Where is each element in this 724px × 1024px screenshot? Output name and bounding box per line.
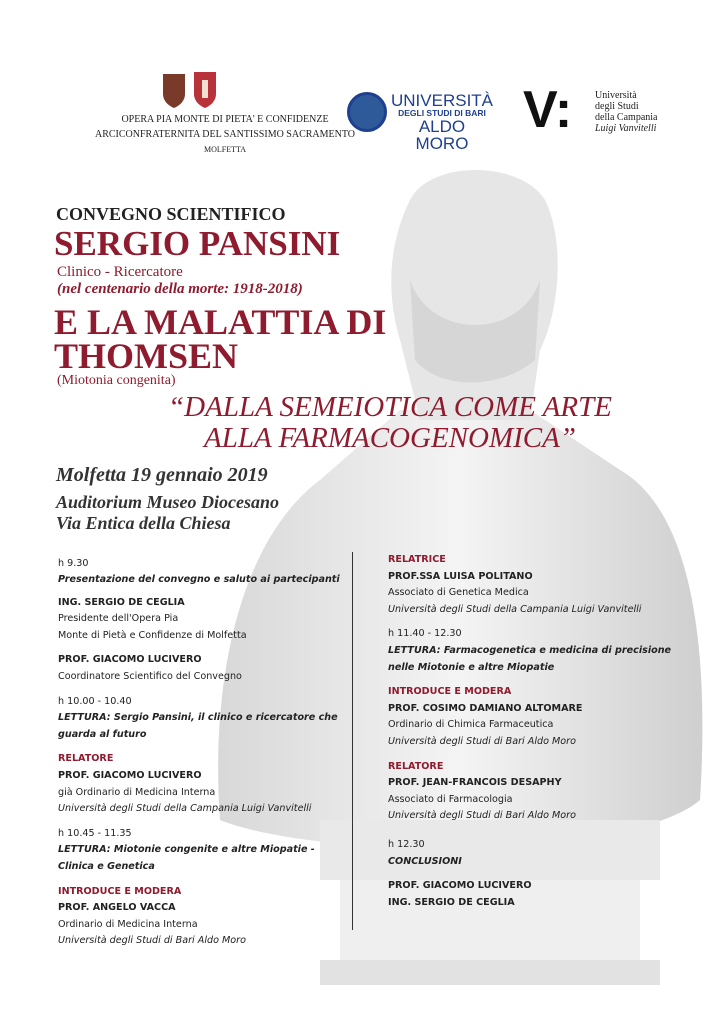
event-title-line1: E LA MALATTIA DI — [54, 302, 387, 342]
bari-seal-icon — [347, 92, 387, 132]
speaker-name: ING. SERGIO DE CEGLIA — [58, 596, 185, 608]
event-centenary: (nel centenario della morte: 1918-2018) — [57, 281, 303, 297]
program-item — [58, 826, 348, 876]
program-item — [58, 556, 348, 587]
university-vanvitelli-logo — [523, 81, 683, 139]
vanvitelli-mark: V: — [523, 81, 573, 139]
speaker-university: Università degli Studi di Bari Aldo Moro — [58, 935, 246, 947]
event-address: Via Entica della Chiesa — [56, 513, 231, 533]
program-time: h 9.30 — [58, 558, 89, 569]
event-quote — [100, 392, 680, 454]
program-right-column — [388, 552, 688, 919]
speaker-role: Ordinario di Medicina Interna — [58, 918, 198, 930]
program-text: Sergio Pansini, il clinico e ricercatore che guarda al futuro — [58, 712, 338, 740]
opera-line: MOLFETTA — [203, 145, 247, 154]
lettura-label: LETTURA: — [388, 644, 441, 656]
coats-of-arms-logo — [160, 66, 220, 111]
program-time: h 11.40 - 12.30 — [388, 628, 462, 640]
opera-pia-text — [75, 112, 375, 157]
program-text: Miotonie congenite e altre Miopatie - Clinica e Genetica — [58, 844, 315, 872]
program-item — [388, 626, 688, 676]
event-venue: Auditorium Museo Diocesano — [56, 492, 280, 512]
program-text: Presentazione del convegno e saluto ai partecipanti — [58, 573, 340, 585]
speaker-role: Associato di Farmacologia — [388, 793, 513, 805]
vanvitelli-line: degli Studi — [595, 101, 639, 112]
vanvitelli-line: Università — [595, 90, 637, 101]
event-title-name: SERGIO PANSINI — [54, 224, 341, 263]
vanvitelli-line: Luigi Vanvitelli — [595, 123, 657, 134]
role-label: INTRODUCE E MODERA — [58, 885, 182, 897]
quote-line: ALLA FARMACOGENOMICA” — [204, 422, 576, 454]
program-item — [388, 684, 688, 750]
speaker-name: ING. SERGIO DE CEGLIA — [388, 896, 515, 908]
program-item — [58, 652, 348, 685]
bari-logo-line: ALDO MORO — [415, 116, 469, 153]
speaker-name: PROF. COSIMO DAMIANO ALTOMARE — [388, 702, 583, 714]
opera-line: ARCICONFRATERNITA DEL SANTISSIMO SACRAMENTO — [94, 129, 356, 140]
quote-line: “DALLA SEMEIOTICA COME ARTE — [168, 391, 612, 423]
vanvitelli-line: della Campania — [595, 112, 658, 123]
program-item — [58, 595, 348, 645]
program-time: h 12.30 — [388, 838, 425, 850]
speaker-role: Presidente dell'Opera Pia — [58, 613, 179, 625]
role-label: RELATORE — [388, 760, 444, 772]
speaker-role: Associato di Genetica Medica — [388, 587, 529, 599]
speaker-university: Università degli Studi della Campania Luigi Vanvitelli — [58, 803, 312, 815]
speaker-university: Università degli Studi di Bari Aldo Moro — [388, 810, 576, 822]
program-item — [388, 759, 688, 825]
role-label: RELATORE — [58, 753, 114, 765]
program-time: h 10.45 - 11.35 — [58, 827, 132, 839]
program-left-column — [58, 556, 348, 958]
program-item — [388, 837, 688, 870]
speaker-role: Monte di Pietà e Confidenze di Molfetta — [58, 629, 247, 641]
speaker-role: Coordinatore Scientifico del Convegno — [58, 670, 242, 682]
event-kicker: CONVEGNO SCIENTIFICO — [56, 204, 286, 224]
program-item — [388, 878, 688, 911]
role-label: INTRODUCE E MODERA — [388, 686, 512, 698]
speaker-name: PROF. JEAN-FRANCOIS DESAPHY — [388, 777, 562, 789]
event-title-line2: THOMSEN — [54, 336, 239, 376]
event-date: Molfetta 19 gennaio 2019 — [56, 464, 268, 486]
role-label: RELATRICE — [388, 554, 446, 565]
program-time: h 10.00 - 10.40 — [58, 695, 132, 707]
speaker-name: PROF. GIACOMO LUCIVERO — [58, 769, 202, 781]
program-item — [58, 751, 348, 817]
speaker-name: PROF.SSA LUISA POLITANO — [388, 570, 533, 582]
program-item — [58, 884, 348, 950]
program-item — [58, 694, 348, 744]
bari-logo-line: UNIVERSITÀ — [391, 91, 494, 110]
lettura-label: LETTURA: — [58, 712, 111, 724]
speaker-name: PROF. GIACOMO LUCIVERO — [58, 654, 202, 666]
lettura-label: LETTURA: — [58, 844, 111, 856]
speaker-name: PROF. ANGELO VACCA — [58, 902, 176, 914]
speaker-name: PROF. GIACOMO LUCIVERO — [388, 880, 532, 892]
program-text: CONCLUSIONI — [388, 855, 462, 867]
event-role: Clinico - Ricercatore — [57, 264, 183, 280]
bari-logo-line: DEGLI STUDI DI BARI — [398, 108, 486, 118]
speaker-role: Ordinario di Chimica Farmaceutica — [388, 719, 554, 731]
speaker-university: Università degli Studi della Campania Luigi Vanvitelli — [388, 603, 642, 615]
program-text: Farmacogenetica e medicina di precisione nelle Miotonie e altre Miopatie — [388, 644, 672, 673]
program-item — [388, 552, 688, 618]
column-divider — [352, 552, 353, 930]
event-subtitle: (Miotonia congenita) — [57, 373, 176, 388]
speaker-role: già Ordinario di Medicina Interna — [58, 786, 216, 798]
opera-line: OPERA PIA MONTE DI PIETA' E CONFIDENZE — [121, 114, 329, 125]
university-bari-logo — [347, 91, 497, 153]
speaker-university: Università degli Studi di Bari Aldo Moro — [388, 735, 576, 747]
